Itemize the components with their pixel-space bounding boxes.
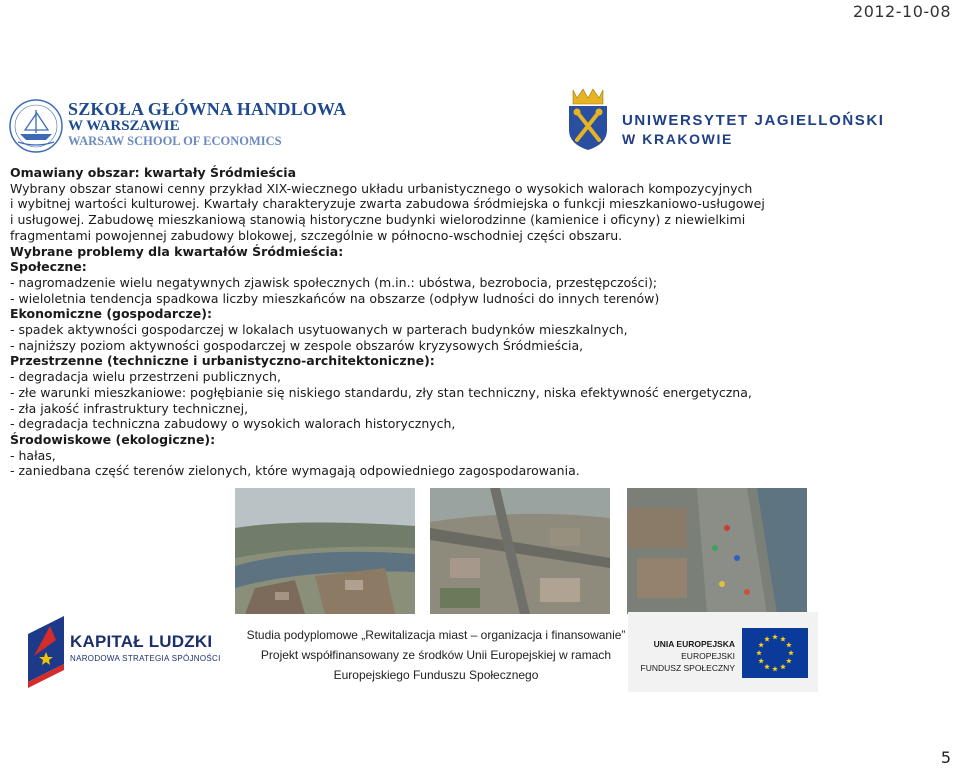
uj-name — [622, 112, 885, 148]
economic-heading: Ekonomiczne (gospodarcze): — [10, 306, 212, 322]
social-heading: Społeczne: — [10, 259, 87, 275]
footer-line: Europejskiego Funduszu Społecznego — [333, 668, 539, 682]
kapital-ludzki-text — [70, 632, 221, 663]
uj-name-line1: UNIWERSYTET JAGIELLOŃSKI — [622, 112, 885, 129]
sgh-emblem-icon — [6, 96, 66, 156]
eu-flag-icon — [742, 628, 808, 678]
page-number: 5 — [940, 748, 951, 767]
uj-crest-icon — [563, 86, 613, 152]
main-text — [10, 165, 940, 479]
section-heading: Omawiany obszar: kwartały Śródmieścia — [10, 165, 297, 180]
aerial-photo — [235, 488, 415, 614]
uj-name-line2: W KRAKOWIE — [622, 130, 733, 147]
eu-line3: FUNDUSZ SPOŁECZNY — [640, 663, 735, 673]
eu-line1: UNIA EUROPEJSKA — [653, 639, 735, 649]
list-item: - spadek aktywności gospodarczej w lokalach usytuowanych w parterach budynków mieszkalnych, — [10, 322, 628, 338]
kapital-ludzki-title: KAPITAŁ LUDZKI — [70, 632, 213, 651]
list-item: - wieloletnia tendencja spadkowa liczby mieszkańców na obszarze (odpływ ludności do innych terenów) — [10, 290, 660, 306]
problems-heading: Wybrane problemy dla kwartałów Śródmieścia: — [10, 243, 344, 259]
sgh-name — [68, 100, 346, 148]
footer-line: Studia podyplomowe „Rewitalizacja miast – organizacja i finansowanie” — [246, 628, 626, 642]
aerial-photo — [430, 488, 610, 614]
description-line: i wybitnej wartości kulturowej. Kwartały charakteryzuje zwarta zabudowa śródmiejska o funkcji mieszkaniowo-usługowej — [10, 196, 765, 212]
date-stamp: 2012-10-08 — [853, 2, 951, 21]
footer-line: Projekt współfinansowany ze środków Unii Europejskiej w ramach — [260, 648, 612, 662]
description-line: Wybrany obszar stanowi cenny przykład XIX-wiecznego układu urbanistycznego o wysokich walorach kompozycyjnych — [10, 180, 753, 196]
sgh-name-line1: SZKOŁA GŁÓWNA HANDLOWA — [68, 99, 347, 119]
list-item: - złe warunki mieszkaniowe: pogłębianie się niskiego standardu, zły stan techniczny, niska efektywność energetyczna, — [10, 384, 752, 400]
list-item: - degradacja wielu przestrzeni publicznych, — [10, 369, 281, 385]
list-item: - zła jakość infrastruktury technicznej, — [10, 400, 249, 416]
description-line: fragmentami powojennej zabudowy blokowej, szczególnie w północno-wschodniej części obszaru. — [10, 227, 623, 243]
footer-project-info — [226, 625, 646, 685]
aerial-photo — [627, 488, 807, 614]
list-item: - hałas, — [10, 447, 56, 463]
spatial-heading: Przestrzenne (techniczne i urbanistyczno-architektoniczne): — [10, 353, 435, 369]
sgh-name-line2: W WARSZAWIE — [68, 117, 180, 134]
list-item: - nagromadzenie wielu negatywnych zjawisk społecznych (m.in.: ubóstwa, bezrobocia, przestępczości); — [10, 274, 658, 290]
eu-line2: EUROPEJSKI — [681, 651, 735, 661]
list-item: - najniższy poziom aktywności gospodarczej w zespole obszarów kryzysowych Śródmieścia, — [10, 337, 584, 353]
sgh-name-line3: WARSAW SCHOOL OF ECONOMICS — [68, 133, 282, 148]
eu-text — [640, 638, 735, 674]
list-item: - zaniedbana część terenów zielonych, które wymagają odpowiedniego zagospodarowania. — [10, 463, 580, 479]
kapital-ludzki-subtitle: NARODOWA STRATEGIA SPÓJNOŚCI — [70, 654, 221, 663]
list-item: - degradacja techniczna zabudowy o wysokich walorach historycznych, — [10, 416, 456, 432]
environment-heading: Środowiskowe (ekologiczne): — [10, 431, 216, 447]
description-line: i usługowej. Zabudowę mieszkaniową stanowią historyczne budynki wielorodzinne (kamienice i oficyny) z niewielkimi — [10, 212, 746, 228]
